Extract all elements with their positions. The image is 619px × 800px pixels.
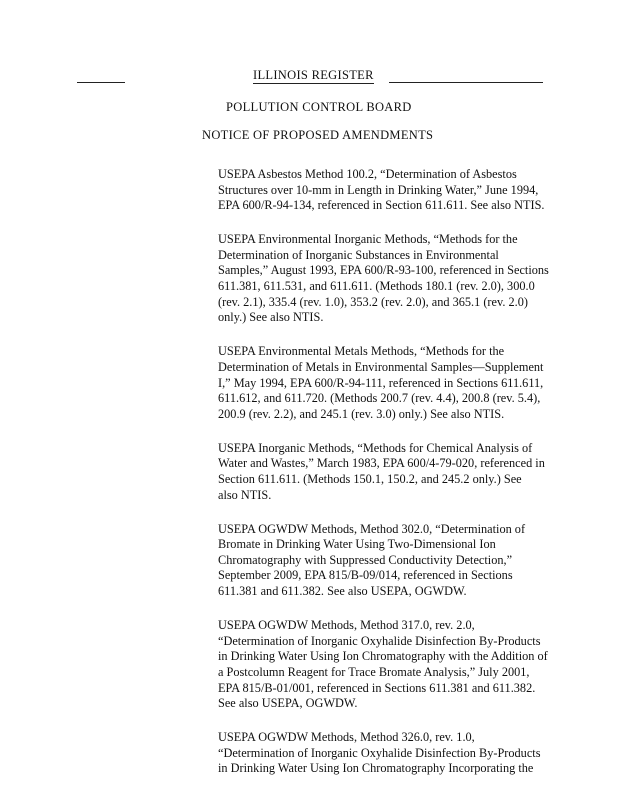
reference-line: (rev. 2.1), 335.4 (rev. 1.0), 353.2 (rev. 2.0), and 365.1 (rev. 2.0) — [218, 294, 528, 309]
reference-line: USEPA Asbestos Method 100.2, “Determination of Asbestos — [218, 167, 517, 181]
reference-line: USEPA OGWDW Methods, Method 326.0, rev. 1.0, — [218, 730, 475, 745]
reference-entry — [218, 232, 548, 326]
reference-line: Chromatography with Suppressed Conductivity Detection,” — [218, 552, 513, 567]
reference-line: a Postcolumn Reagent for Trace Bromate Analysis,” July 2001, — [218, 664, 530, 679]
reference-line: Structures over 10-mm in Length in Drinking Water,” June 1994, — [218, 182, 539, 197]
reference-line: in Drinking Water Using Ion Chromatography with the Addition of — [218, 649, 548, 664]
reference-entry — [218, 522, 548, 600]
header-rule-right — [389, 82, 543, 83]
reference-line: Bromate in Drinking Water Using Two-Dimensional Ion — [218, 537, 496, 552]
header-rule-left — [77, 82, 125, 83]
reference-line: only.) See also NTIS. — [218, 310, 324, 325]
reference-line: September 2009, EPA 815/B-09/014, referenced in Sections — [218, 568, 513, 583]
reference-line: EPA 600/R-94-134, referenced in Section 611.611. See also NTIS. — [218, 198, 545, 213]
reference-line: Samples,” August 1993, EPA 600/R-93-100, referenced in Sections — [218, 263, 549, 278]
reference-line: Determination of Inorganic Substances in Environmental — [218, 247, 499, 262]
reference-line: “Determination of Inorganic Oxyhalide Disinfection By-Products — [218, 633, 541, 648]
reference-line: 611.612, and 611.720. (Methods 200.7 (rev. 4.4), 200.8 (rev. 5.4), — [218, 391, 541, 406]
register-title: ILLINOIS REGISTER — [253, 68, 374, 82]
reference-line: Water and Wastes,” March 1983, EPA 600/4-79-020, referenced in — [218, 456, 545, 471]
reference-line: 200.9 (rev. 2.2), and 245.1 (rev. 3.0) only.) See also NTIS. — [218, 406, 505, 421]
board-title: POLLUTION CONTROL BOARD — [226, 100, 412, 114]
reference-line: in Drinking Water Using Ion Chromatography Incorporating the — [218, 761, 534, 776]
reference-line: USEPA Inorganic Methods, “Methods for Chemical Analysis of — [218, 440, 533, 455]
reference-entry — [218, 730, 548, 777]
reference-list — [218, 167, 548, 796]
reference-line: USEPA Environmental Inorganic Methods, “Methods for the — [218, 232, 518, 247]
reference-entry — [218, 167, 548, 214]
reference-entry — [218, 441, 548, 503]
reference-line: 611.381 and 611.382. See also USEPA, OGWDW. — [218, 584, 467, 599]
notice-title: NOTICE OF PROPOSED AMENDMENTS — [202, 128, 434, 142]
reference-line: USEPA OGWDW Methods, Method 302.0, “Determination of — [218, 521, 526, 536]
reference-line: EPA 815/B-01/001, referenced in Sections 611.381 and 611.382. — [218, 680, 536, 695]
reference-line: See also USEPA, OGWDW. — [218, 696, 358, 711]
reference-entry — [218, 344, 548, 422]
reference-line: also NTIS. — [218, 487, 272, 502]
reference-line: I,” May 1994, EPA 600/R-94-111, referenced in Sections 611.611, — [218, 375, 544, 390]
reference-line: 611.381, 611.531, and 611.611. (Methods 180.1 (rev. 2.0), 300.0 — [218, 279, 535, 294]
reference-line: USEPA OGWDW Methods, Method 317.0, rev. 2.0, — [218, 618, 475, 633]
reference-entry — [218, 618, 548, 712]
register-header — [77, 68, 543, 84]
reference-line: Determination of Metals in Environmental Samples—Supplement — [218, 359, 544, 374]
reference-line: Section 611.611. (Methods 150.1, 150.2, and 245.2 only.) See — [218, 472, 522, 486]
reference-line: “Determination of Inorganic Oxyhalide Disinfection By-Products — [218, 745, 541, 760]
reference-line: USEPA Environmental Metals Methods, “Methods for the — [218, 344, 505, 359]
